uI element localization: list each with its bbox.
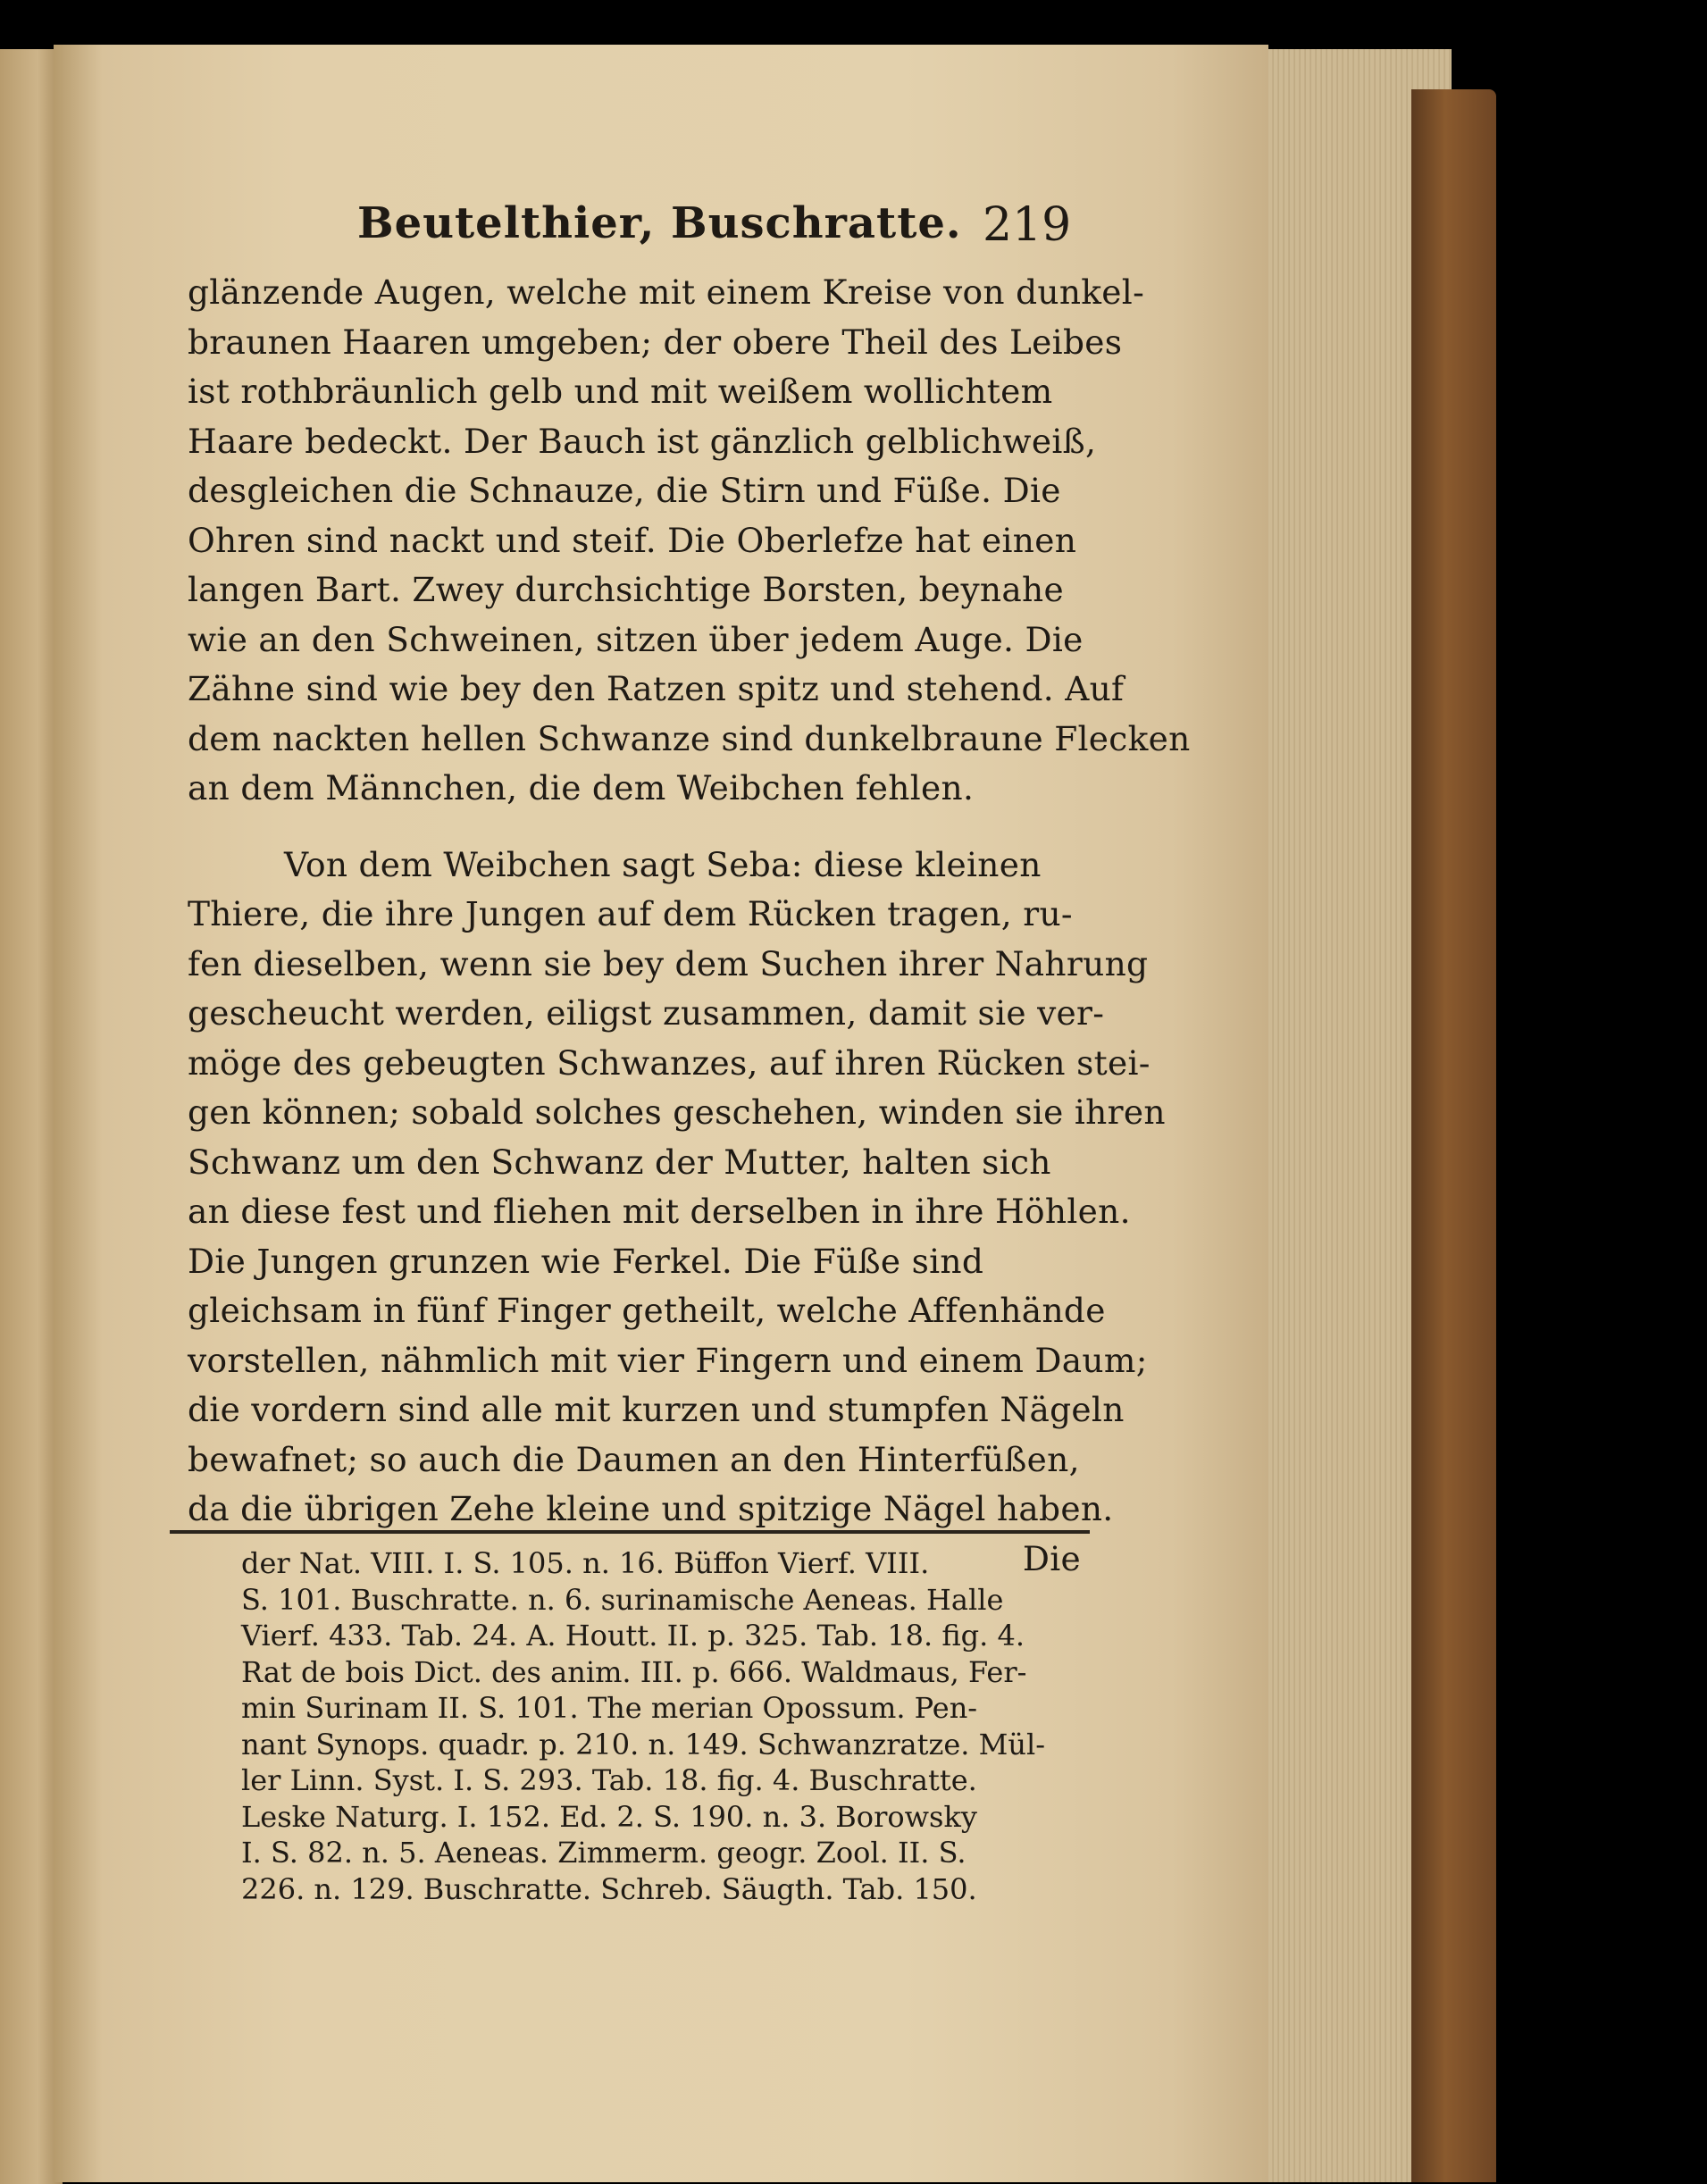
text-line: vorstellen, nähmlich mit vier Fingern und einem Daum; — [188, 1340, 1148, 1380]
text-line: gleichsam in fünf Finger getheilt, welche Affenhände — [188, 1291, 1106, 1330]
text-line: Die Jungen grunzen wie Ferkel. Die Füße sind — [188, 1241, 984, 1281]
footnote-line: S. 101. Buschratte. n. 6. surinamische Aeneas. Halle — [241, 1582, 1004, 1617]
page-number: 219 — [983, 198, 1072, 252]
text-line: langen Bart. Zwey durchsichtige Borsten, beynahe — [188, 570, 1064, 609]
body-text — [188, 268, 1191, 1584]
text-line: an diese fest und fliehen mit derselben in ihre Höhlen. — [188, 1192, 1131, 1231]
text-line: bewafnet; so auch die Daumen an den Hinterfüßen, — [188, 1439, 1080, 1479]
footnote-line: nant Synops. quadr. p. 210. n. 149. Schwanzratze. Mül- — [241, 1727, 1046, 1761]
paragraph-gap — [188, 814, 1099, 841]
footnote-line: Leske Naturg. I. 152. Ed. 2. S. 190. n. 3. Borowsky — [241, 1799, 977, 1834]
text-line: braunen Haaren umgeben; der obere Theil des Leibes — [188, 322, 1123, 362]
paragraph-2 — [188, 841, 1166, 1585]
text-line: fen dieselben, wenn sie bey dem Suchen ihrer Nahrung — [188, 943, 1149, 983]
footnote-line: ler Linn. Syst. I. S. 293. Tab. 18. fig. 4. Buschratte. — [241, 1763, 977, 1797]
text-line: Schwanz um den Schwanz der Mutter, halten sich — [188, 1142, 1051, 1182]
book-cover — [1411, 89, 1496, 2182]
text-line: desgleichen die Schnauze, die Stirn und Füße. Die — [188, 471, 1061, 510]
text-line: wie an den Schweinen, sitzen über jedem Auge. Die — [188, 619, 1084, 659]
text-line: gescheucht werden, eiligst zusammen, damit sie ver- — [188, 993, 1105, 1033]
paragraph-1 — [188, 268, 1191, 814]
text-line: möge des gebeugten Schwanzes, auf ihren Rücken stei- — [188, 1042, 1151, 1083]
footnote-line: Rat de bois Dict. des anim. III. p. 666. Waldmaus, Fer- — [241, 1654, 1027, 1689]
footnote-line: der Nat. VIII. I. S. 105. n. 16. Büffon Vierf. VIII. — [241, 1546, 930, 1580]
footnotes — [241, 1545, 1099, 1907]
text-line: glänzende Augen, welche mit einem Kreise von dunkel- — [188, 272, 1145, 312]
footnote-line: min Surinam II. S. 101. The merian Opossum. Pen- — [241, 1691, 978, 1725]
text-line: dem nackten hellen Schwanze sind dunkelbraune Flecken — [188, 718, 1191, 758]
text-line: an dem Männchen, die dem Weibchen fehlen. — [188, 768, 975, 807]
text-line: Zähne sind wie bey den Ratzen spitz und stehend. Auf — [188, 669, 1125, 708]
page-content — [188, 198, 1191, 1584]
running-head: Beutelthier, Buschratte. — [357, 198, 962, 248]
text-line: da die übrigen Zehe kleine und spitzige Nägel haben. — [188, 1489, 1114, 1528]
footnote-line: Vierf. 433. Tab. 24. A. Houtt. II. p. 325. Tab. 18. fig. 4. — [241, 1619, 1025, 1653]
text-line: gen können; sobald solches geschehen, winden sie ihren — [188, 1092, 1166, 1132]
text-line: Thiere, die ihre Jungen auf dem Rücken tragen, ru- — [188, 894, 1073, 933]
text-line: Von dem Weibchen sagt Seba: diese kleinen — [284, 844, 1042, 884]
text-line: Ohren sind nackt und steif. Die Oberlefze hat einen — [188, 520, 1077, 560]
footnote-line: I. S. 82. n. 5. Aeneas. Zimmerm. geogr. Zool. II. S. — [241, 1836, 966, 1870]
footnote-rule — [170, 1530, 1090, 1534]
text-line: die vordern sind alle mit kurzen und stumpfen Nägeln — [188, 1390, 1125, 1429]
page-header — [188, 198, 1099, 261]
text-line: ist rothbräunlich gelb und mit weißem wollichtem — [188, 372, 1053, 411]
footnote-line: 226. n. 129. Buschratte. Schreb. Säugth. Tab. 150. — [241, 1871, 977, 1906]
text-line: Haare bedeckt. Der Bauch ist gänzlich gelblichweiß, — [188, 421, 1097, 461]
catchword: Die — [1022, 1538, 1081, 1578]
